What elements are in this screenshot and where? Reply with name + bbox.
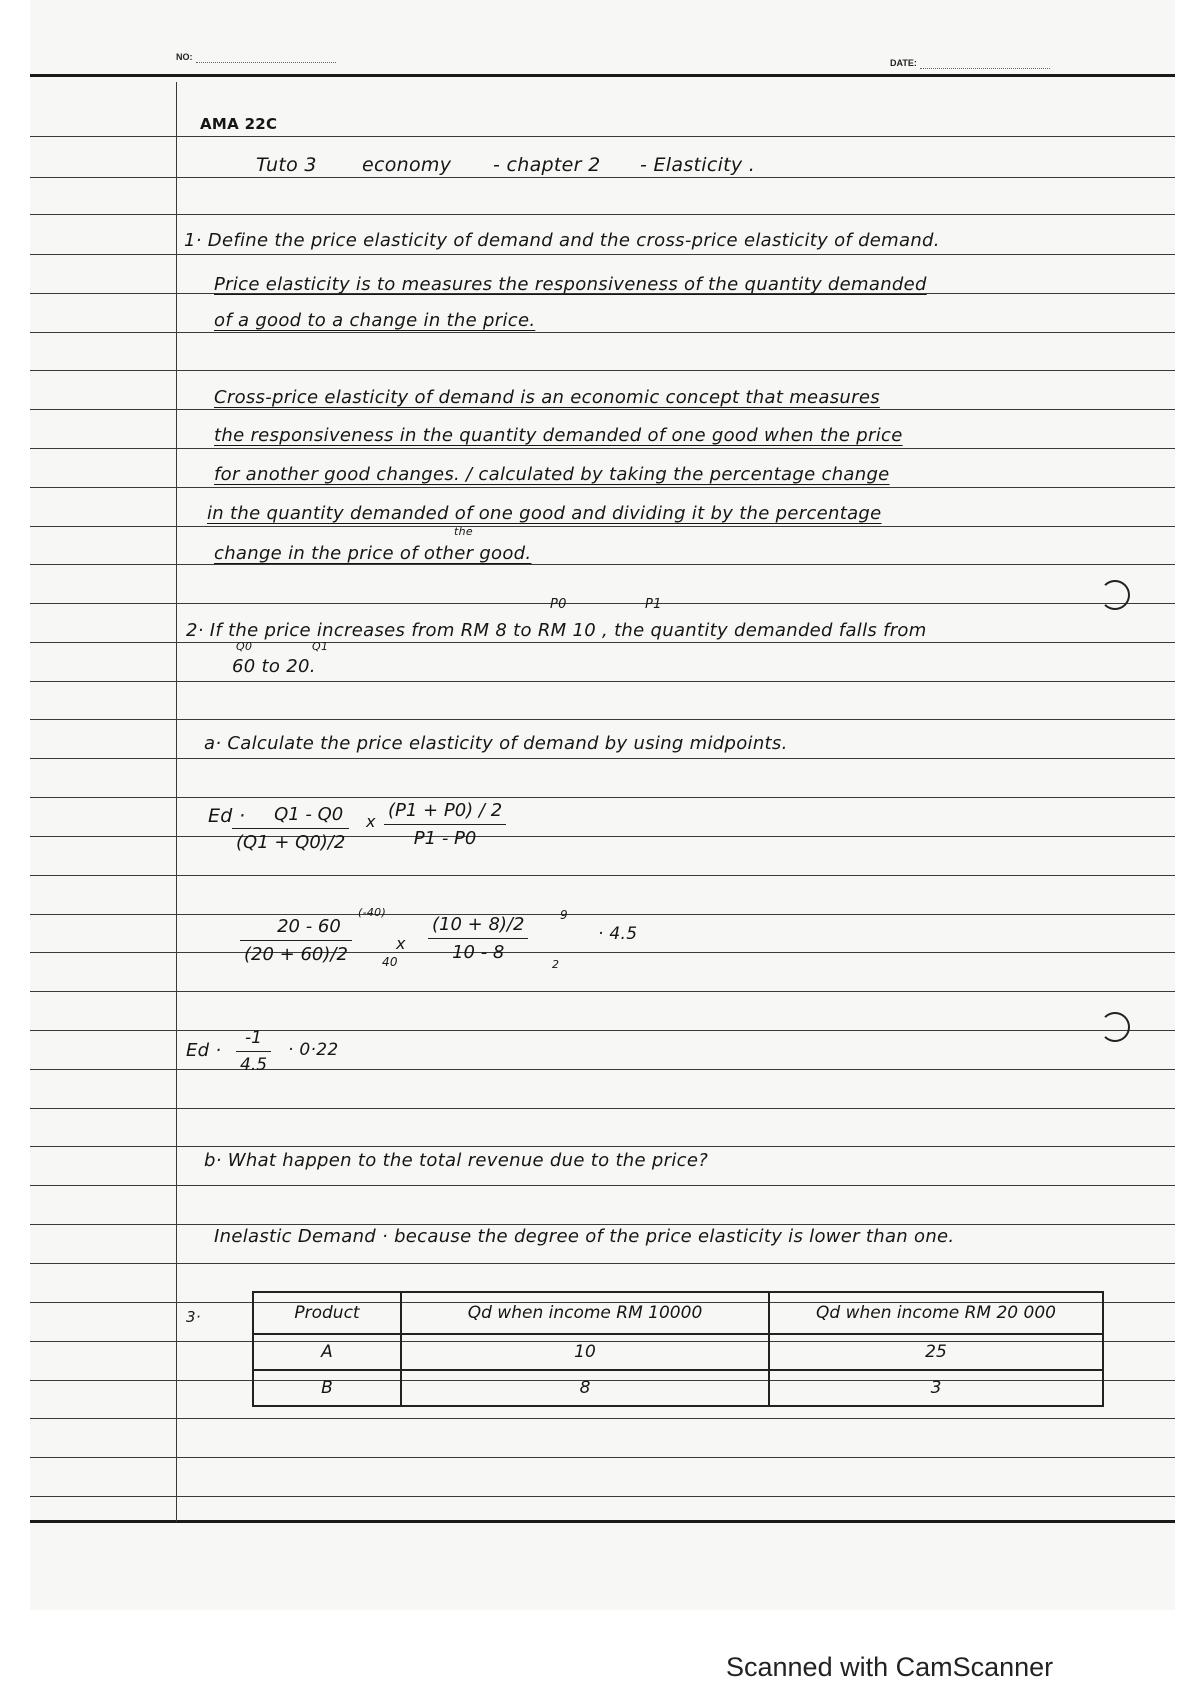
rule bbox=[30, 681, 1175, 682]
rule bbox=[30, 1496, 1175, 1497]
note-9: 9 bbox=[560, 908, 568, 922]
answer-2-line: Cross-price elasticity of demand is an economic concept that measures bbox=[214, 387, 880, 408]
rule bbox=[30, 370, 1175, 371]
calc-result: · 4.5 bbox=[598, 924, 638, 944]
rule bbox=[30, 719, 1175, 720]
question-a: a· Calculate the price elasticity of demand by using midpoints. bbox=[204, 733, 788, 754]
rule bbox=[30, 136, 1175, 137]
result-fraction bbox=[236, 1028, 271, 1075]
table-header-cell: Qd when income RM 20 000 bbox=[769, 1292, 1103, 1334]
rule bbox=[30, 177, 1175, 178]
result-value: · 0·22 bbox=[288, 1040, 339, 1060]
calc-denominator: (20 + 60)/2 bbox=[244, 944, 348, 965]
rule bbox=[30, 1457, 1175, 1458]
header-no-label: NO: bbox=[176, 52, 193, 62]
table-cell: 25 bbox=[769, 1334, 1103, 1370]
rule bbox=[30, 1069, 1175, 1070]
question-3-number: 3· bbox=[186, 1308, 201, 1326]
rule bbox=[30, 603, 1175, 604]
annotation-q0: Q0 bbox=[236, 640, 253, 653]
rule bbox=[30, 1108, 1175, 1109]
formula-ed: Ed · bbox=[208, 805, 246, 827]
calc-fraction-price bbox=[428, 914, 528, 963]
calc-denominator: 10 - 8 bbox=[452, 942, 505, 963]
answer-2-line: for another good changes. / calculated by taking the percentage change bbox=[214, 464, 890, 485]
table-cell: A bbox=[253, 1334, 401, 1370]
rule bbox=[30, 1224, 1175, 1225]
insert-the-annotation: the bbox=[454, 525, 473, 538]
table-header-cell: Qd when income RM 10000 bbox=[401, 1292, 769, 1334]
rule bbox=[30, 952, 1175, 953]
rule bbox=[30, 991, 1175, 992]
table-cell: 8 bbox=[401, 1370, 769, 1406]
calc-numerator: 20 - 60 bbox=[240, 916, 352, 941]
table-row bbox=[253, 1370, 1103, 1406]
calc-times: x bbox=[396, 934, 406, 953]
header-date-line bbox=[920, 68, 1050, 69]
rule bbox=[30, 758, 1175, 759]
title-part-tuto: Tuto 3 bbox=[256, 154, 317, 176]
scanner-watermark: Scanned with CamScanner bbox=[726, 1652, 1054, 1682]
circle-mark bbox=[1100, 1012, 1130, 1042]
result-ed: Ed · bbox=[186, 1040, 222, 1061]
title-part-elasticity: - Elasticity . bbox=[640, 154, 756, 176]
result-numerator: -1 bbox=[236, 1028, 271, 1052]
answer-2-line: change in the price of other good. bbox=[214, 543, 532, 564]
question-2-line-2: 60 to 20. bbox=[232, 656, 316, 677]
note-2: 2 bbox=[552, 958, 560, 971]
formula-denominator: P1 - P0 bbox=[413, 828, 477, 849]
top-rule bbox=[30, 74, 1175, 77]
table-header-cell: Product bbox=[253, 1292, 401, 1334]
header-date-label: DATE: bbox=[890, 58, 917, 68]
header-no-line bbox=[196, 62, 336, 63]
table-cell: 10 bbox=[401, 1334, 769, 1370]
table-row bbox=[253, 1334, 1103, 1370]
rule bbox=[30, 875, 1175, 876]
circle-mark bbox=[1100, 580, 1130, 610]
calc-numerator: (10 + 8)/2 bbox=[428, 914, 528, 939]
formula-fraction-quantity bbox=[232, 804, 349, 853]
rule bbox=[30, 1263, 1175, 1264]
rule bbox=[30, 526, 1175, 527]
formula-numerator: (P1 + P0) / 2 bbox=[384, 800, 506, 825]
table-cell: 3 bbox=[769, 1370, 1103, 1406]
formula-times: x bbox=[366, 812, 376, 831]
formula-fraction-price bbox=[384, 800, 506, 849]
note-neg-40: (-40) bbox=[358, 906, 387, 919]
answer-2-line: in the quantity demanded of one good and dividing it by the percentage bbox=[207, 503, 882, 524]
rule bbox=[30, 214, 1175, 215]
question-b: b· What happen to the total revenue due to the price? bbox=[204, 1150, 709, 1171]
title-part-chapter: - chapter 2 bbox=[493, 154, 601, 176]
rule bbox=[30, 409, 1175, 410]
rule bbox=[30, 1146, 1175, 1147]
rule bbox=[30, 487, 1175, 488]
annotation-p0: P0 bbox=[550, 597, 567, 612]
question-1: 1· Define the price elasticity of demand and the cross-price elasticity of demand. bbox=[184, 230, 940, 251]
rule bbox=[30, 332, 1175, 333]
rule bbox=[30, 448, 1175, 449]
table-header-row bbox=[253, 1292, 1103, 1334]
rule bbox=[30, 1030, 1175, 1031]
margin-line bbox=[176, 82, 177, 1522]
answer-1-line: of a good to a change in the price. bbox=[214, 310, 536, 331]
answer-b: Inelastic Demand · because the degree of the price elasticity is lower than one. bbox=[214, 1226, 955, 1247]
table-cell: B bbox=[253, 1370, 401, 1406]
formula-denominator: (Q1 + Q0)/2 bbox=[236, 832, 346, 853]
rule bbox=[30, 914, 1175, 915]
rule bbox=[30, 564, 1175, 565]
rule bbox=[30, 1185, 1175, 1186]
result-denominator: 4.5 bbox=[240, 1055, 268, 1075]
rule bbox=[30, 797, 1175, 798]
question-2-line-1: 2· If the price increases from RM 8 to RM 10 , the quantity demanded falls from bbox=[186, 620, 927, 641]
formula-numerator: Q1 - Q0 bbox=[232, 804, 349, 829]
income-demand-table bbox=[252, 1291, 1104, 1407]
note-40: 40 bbox=[382, 955, 398, 969]
calc-fraction-quantity bbox=[240, 916, 352, 965]
annotation-p1: P1 bbox=[645, 597, 662, 612]
answer-2-line: the responsiveness in the quantity demanded of one good when the price bbox=[214, 425, 903, 446]
rule bbox=[30, 836, 1175, 837]
title-part-economy: economy bbox=[362, 154, 452, 176]
annotation-q1: Q1 bbox=[312, 640, 329, 653]
rule bbox=[30, 1418, 1175, 1419]
rule bbox=[30, 254, 1175, 255]
course-code: AMA 22C bbox=[200, 115, 278, 133]
rule bbox=[30, 642, 1175, 643]
bottom-rule bbox=[30, 1520, 1175, 1523]
answer-1-line: Price elasticity is to measures the responsiveness of the quantity demanded bbox=[214, 274, 927, 295]
